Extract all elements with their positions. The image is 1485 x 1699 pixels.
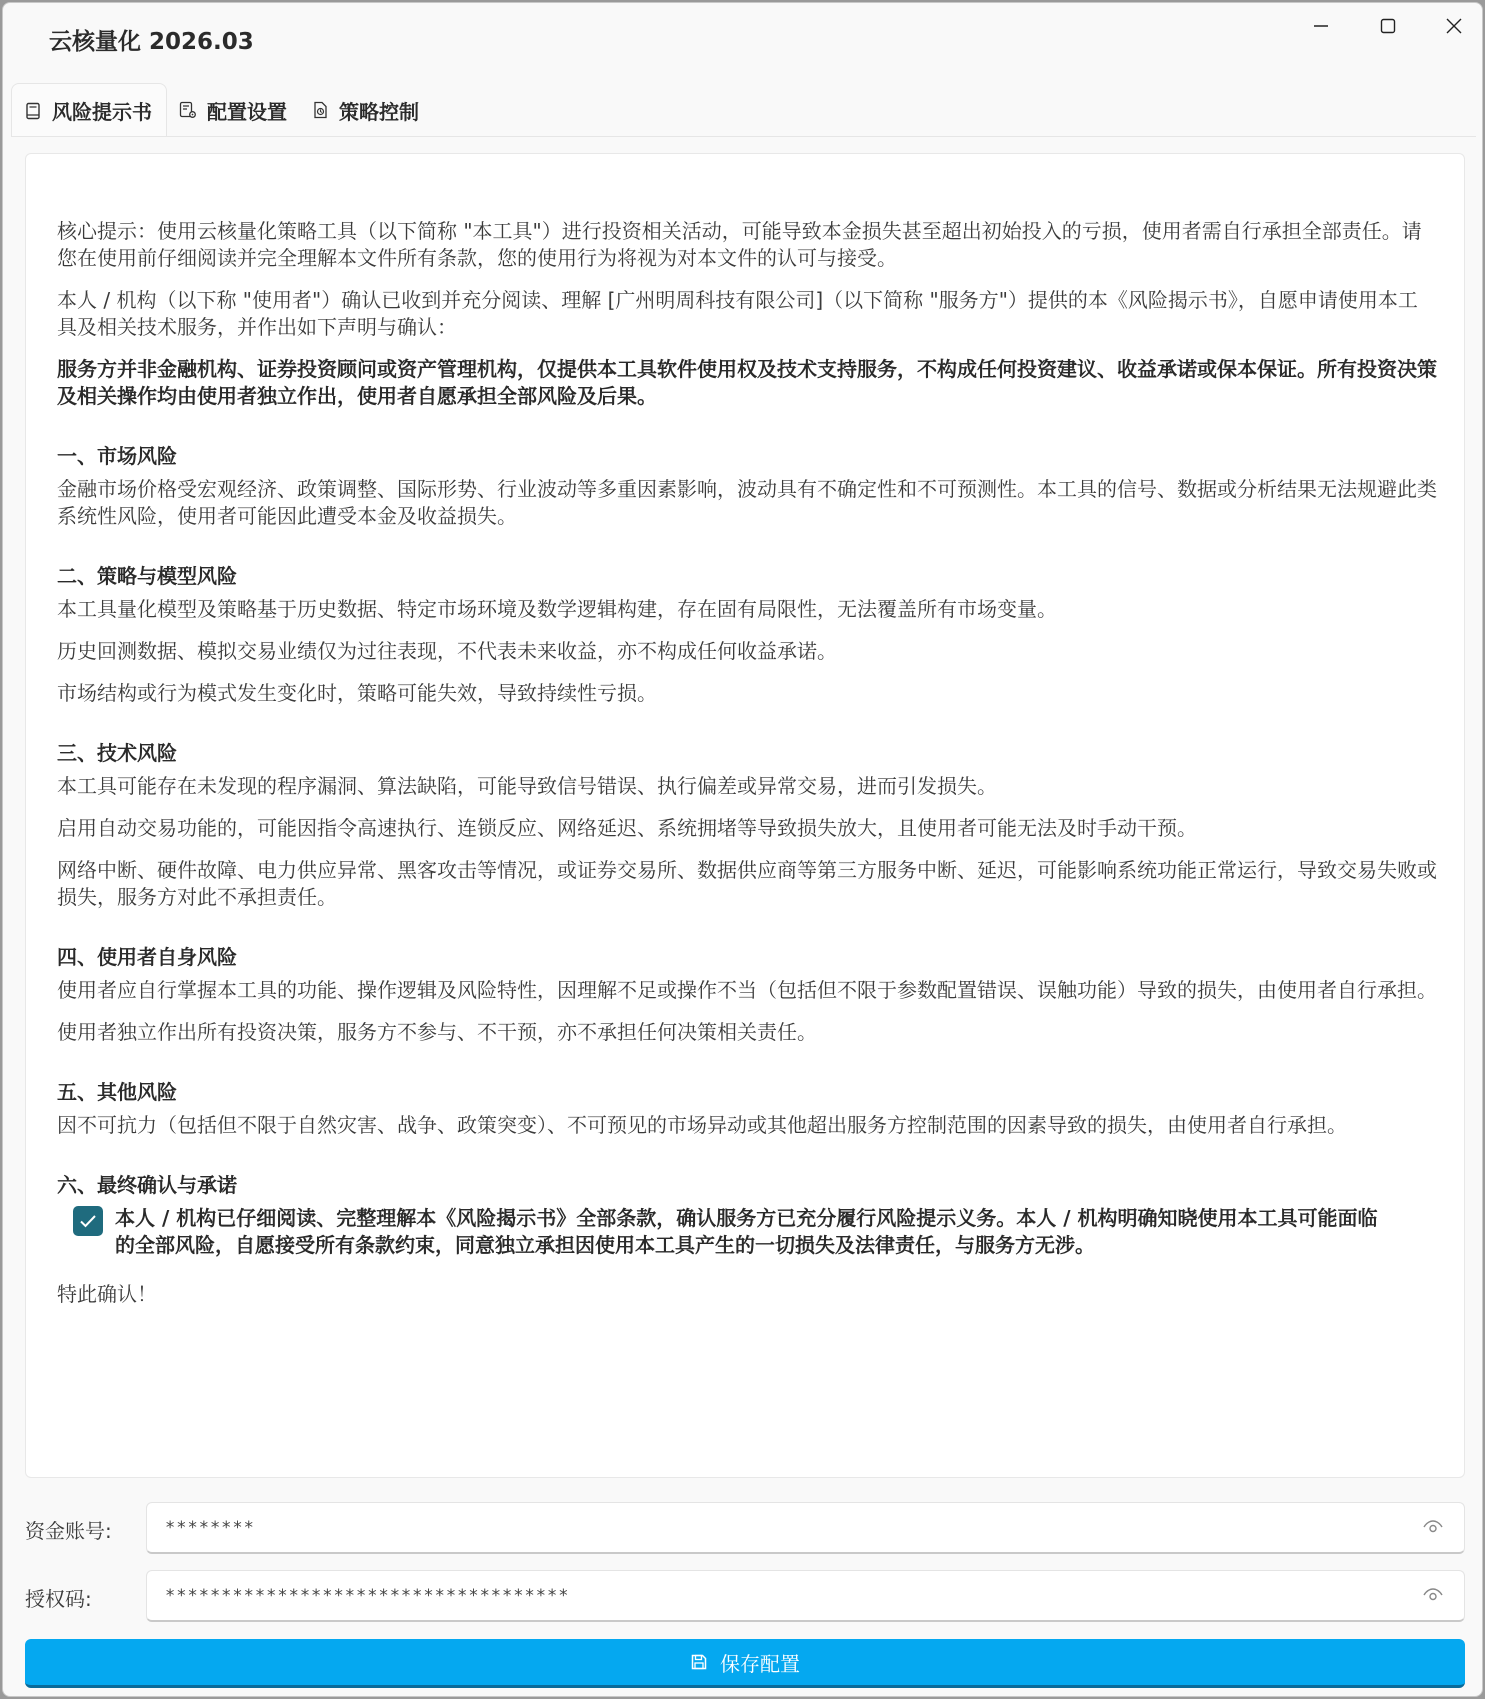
confirm-checkbox[interactable] xyxy=(73,1206,103,1236)
section-paragraph: 金融市场价格受宏观经济、政策调整、国际形势、行业波动等多重因素影响，波动具有不确定性和不可预测性。本工具的信号、数据或分析结果无法规避此类系统性风险，使用者可能因此遭受本金及收益损失。 xyxy=(57,477,1437,528)
minimize-button[interactable] xyxy=(1293,11,1349,41)
account-value: ******** xyxy=(165,1517,255,1538)
section-paragraph: 使用者独立作出所有投资决策，服务方不参与、不干预，亦不承担任何决策相关责任。 xyxy=(57,1020,817,1044)
minimize-icon xyxy=(1313,18,1329,34)
strategy-doc-icon xyxy=(311,101,329,119)
risk-disclosure-document xyxy=(57,218,1437,1323)
eye-icon[interactable] xyxy=(1422,1586,1444,1604)
intro-bold-paragraph: 服务方并非金融机构、证券投资顾问或资产管理机构，仅提供本工具软件使用权及技术支持服务，不构成任何投资建议、收益承诺或保本保证。所有投资决策及相关操作均由使用者独立作出，使用者自愿承担全部风险及后果。 xyxy=(57,357,1437,408)
section-paragraph: 本工具可能存在未发现的程序漏洞、算法缺陷，可能导致信号错误、执行偏差或异常交易，进而引发损失。 xyxy=(57,774,997,798)
eye-icon[interactable] xyxy=(1422,1518,1444,1536)
save-config-button[interactable] xyxy=(25,1639,1465,1688)
risk-disclosure-panel[interactable] xyxy=(25,153,1465,1478)
tab-bar xyxy=(11,83,431,137)
intro-paragraph: 本人 / 机构（以下称 "使用者"）确认已收到并充分阅读、理解 [广州明周科技有限公司]（以下简称 "服务方"）提供的本《风险揭示书》，自愿申请使用本工具及相关技术服务，并作出如下声明与确认： xyxy=(57,288,1418,339)
section-paragraph: 历史回测数据、模拟交易业绩仅为过往表现，不代表未来收益，亦不构成任何收益承诺。 xyxy=(57,639,837,663)
checkmark-icon xyxy=(79,1214,97,1228)
close-icon xyxy=(1446,18,1462,34)
tab-label: 风险提示书 xyxy=(52,100,152,124)
section-paragraph: 启用自动交易功能的，可能因指令高速执行、连锁反应、网络延迟、系统拥堵等导致损失放大，且使用者可能无法及时手动干预。 xyxy=(57,816,1197,840)
confirm-checkbox-row[interactable] xyxy=(73,1205,1437,1259)
section-heading: 五、其他风险 xyxy=(57,1080,177,1104)
section-paragraph: 因不可抗力（包括但不限于自然灾害、战争、政策突变）、不可预见的市场异动或其他超出服务方控制范围的因素导致的损失，由使用者自行承担。 xyxy=(57,1113,1347,1137)
save-icon xyxy=(690,1653,708,1671)
settings-doc-icon xyxy=(179,101,197,119)
section-paragraph: 市场结构或行为模式发生变化时，策略可能失效，导致持续性亏损。 xyxy=(57,681,657,705)
tab-config-settings[interactable] xyxy=(167,83,299,137)
section-paragraph: 使用者应自行掌握本工具的功能、操作逻辑及风险特性，因理解不足或操作不当（包括但不限于参数配置错误、误触功能）导致的损失，由使用者自行承担。 xyxy=(57,978,1437,1002)
app-title: 云核量化 2026.03 xyxy=(49,29,254,55)
section-heading: 二、策略与模型风险 xyxy=(57,564,237,588)
section-heading: 四、使用者自身风险 xyxy=(57,945,237,969)
confirm-checkbox-label[interactable]: 本人 / 机构已仔细阅读、完整理解本《风险揭示书》全部条款，确认服务方已充分履行风险提示义务。本人 / 机构明确知晓使用本工具可能面临的全部风险，自愿接受所有条款约束，同意独立承担因使用本工具产生的一切损失及法律责任，与服务方无涉。 xyxy=(115,1206,1378,1257)
book-icon xyxy=(24,102,42,120)
tab-strategy-control[interactable] xyxy=(299,83,431,137)
section-heading: 一、市场风险 xyxy=(57,444,177,468)
save-config-label: 保存配置 xyxy=(720,1651,800,1676)
section-paragraph: 网络中断、硬件故障、电力供应异常、黑客攻击等情况，或证券交易所、数据供应商等第三方服务中断、延迟，可能影响系统功能正常运行，导致交易失败或损失，服务方对此不承担责任。 xyxy=(57,858,1437,909)
app-window xyxy=(2,2,1483,1697)
account-label: 资金账号: xyxy=(25,1519,112,1543)
account-field[interactable] xyxy=(146,1502,1465,1554)
tab-divider xyxy=(11,136,1476,137)
auth-code-field[interactable] xyxy=(146,1570,1465,1622)
tab-label: 策略控制 xyxy=(339,99,419,124)
close-button[interactable] xyxy=(1426,11,1482,41)
tab-label: 配置设置 xyxy=(207,99,287,124)
auth-code-value: ************************************ xyxy=(165,1585,570,1606)
section-heading: 六、最终确认与承诺 xyxy=(57,1173,237,1197)
section-paragraph: 本工具量化模型及策略基于历史数据、特定市场环境及数学逻辑构建，存在固有局限性，无法覆盖所有市场变量。 xyxy=(57,597,1057,621)
title-bar[interactable] xyxy=(3,3,1482,79)
maximize-icon xyxy=(1380,18,1396,34)
tab-risk-disclosure[interactable] xyxy=(11,83,167,137)
maximize-button[interactable] xyxy=(1360,11,1416,41)
auth-code-label: 授权码: xyxy=(25,1587,92,1611)
intro-paragraph: 核心提示：使用云核量化策略工具（以下简称 "本工具"）进行投资相关活动，可能导致本金损失甚至超出初始投入的亏损，使用者需自行承担全部责任。请您在使用前仔细阅读并完全理解本文件所有条款，您的使用行为将视为对本文件的认可与接受。 xyxy=(57,219,1422,270)
closing-text: 特此确认！ xyxy=(57,1282,157,1306)
section-heading: 三、技术风险 xyxy=(57,741,177,765)
